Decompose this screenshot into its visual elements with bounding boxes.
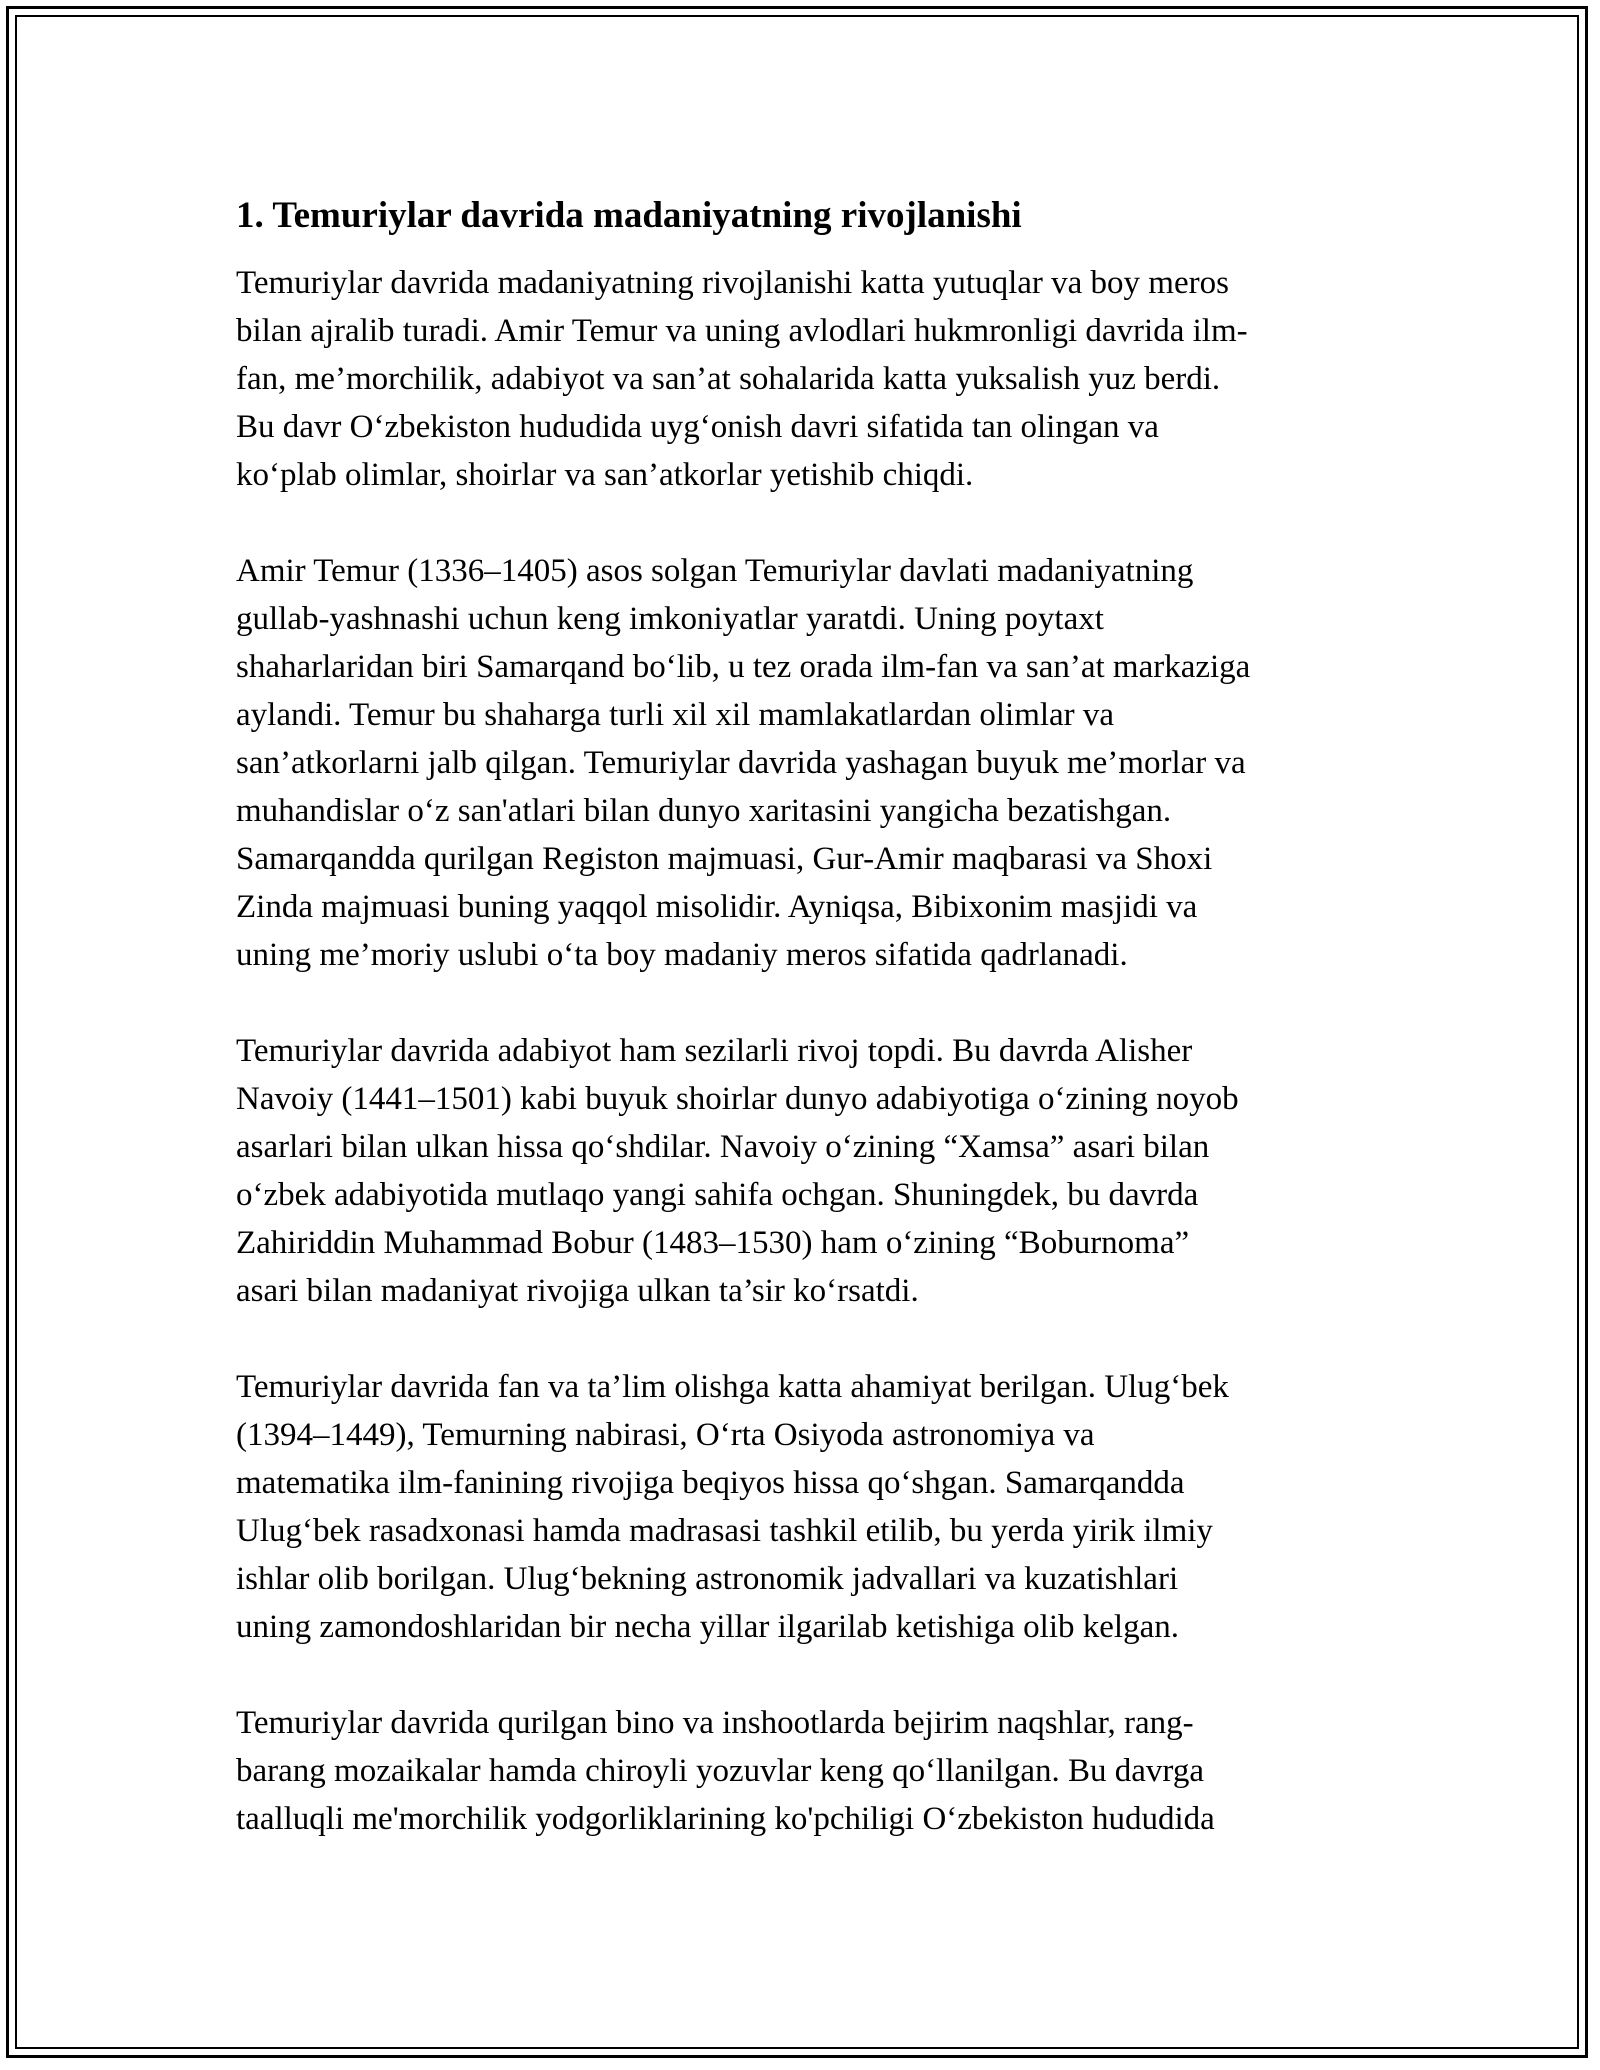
text-line: Ulug‘bek rasadxonasi hamda madrasasi tashkil etilib, bu yerda yirik ilmiy [236, 1513, 1213, 1549]
text-line: Temuriylar davrida adabiyot ham sezilarli rivoj topdi. Bu davrda Alisher [236, 1033, 1193, 1069]
text-line: barang mozaikalar hamda chiroyli yozuvlar keng qo‘llanilgan. Bu davrga [236, 1753, 1204, 1789]
section-heading: 1. Temuriylar davrida madaniyatning rivojlanishi [236, 195, 1022, 236]
text-line: asarlari bilan ulkan hissa qo‘shdilar. Navoiy o‘zining “Xamsa” asari bilan [236, 1129, 1210, 1165]
paragraph-architecture [236, 1699, 1384, 1843]
text-line: san’atkorlarni jalb qilgan. Temuriylar davrida yashagan buyuk me’morlar va [236, 745, 1246, 781]
paragraph-science [236, 1363, 1384, 1651]
text-line: o‘zbek adabiyotida mutlaqo yangi sahifa ochgan. Shuningdek, bu davrda [236, 1177, 1199, 1213]
text-line: Navoiy (1441–1501) kabi buyuk shoirlar dunyo adabiyotiga o‘zining noyob [236, 1081, 1239, 1117]
text-line: Temuriylar davrida qurilgan bino va inshootlarda bejirim naqshlar, rang- [236, 1705, 1194, 1741]
text-line: uning me’moriy uslubi o‘ta boy madaniy meros sifatida qadrlanadi. [236, 937, 1128, 973]
text-line: shaharlaridan biri Samarqand bo‘lib, u tez orada ilm-fan va san’at markaziga [236, 649, 1251, 685]
text-line: aylandi. Temur bu shaharga turli xil xil mamlakatlardan olimlar va [236, 697, 1115, 733]
text-line: Temuriylar davrida fan va ta’lim olishga katta ahamiyat berilgan. Ulug‘bek [236, 1369, 1229, 1405]
text-line: asari bilan madaniyat rivojiga ulkan ta’sir ko‘rsatdi. [236, 1273, 919, 1309]
text-line: Amir Temur (1336–1405) asos solgan Temuriylar davlati madaniyatning [236, 553, 1194, 589]
paragraph-intro [236, 259, 1384, 499]
text-line: matematika ilm-fanining rivojiga beqiyos hissa qo‘shgan. Samarqandda [236, 1465, 1185, 1501]
text-line: Zinda majmuasi buning yaqqol misolidir. Ayniqsa, Bibixonim masjidi va [236, 889, 1198, 925]
text-line: fan, me’morchilik, adabiyot va san’at sohalarida katta yuksalish yuz berdi. [236, 361, 1221, 397]
text-line: Temuriylar davrida madaniyatning rivojlanishi katta yutuqlar va boy meros [236, 265, 1229, 301]
document-body [236, 186, 1384, 1843]
text-line: taalluqli me'morchilik yodgorliklarining ko'pchiligi O‘zbekiston hududida [236, 1801, 1215, 1837]
text-line: ko‘plab olimlar, shoirlar va san’atkorlar yetishib chiqdi. [236, 457, 974, 493]
text-line: bilan ajralib turadi. Amir Temur va uning avlodlari hukmronligi davrida ilm- [236, 313, 1248, 349]
text-line: uning zamondoshlaridan bir necha yillar ilgarilab ketishiga olib kelgan. [236, 1609, 1179, 1645]
text-line: Samarqandda qurilgan Registon majmuasi, Gur-Amir maqbarasi va Shoxi [236, 841, 1213, 877]
text-line: Zahiriddin Muhammad Bobur (1483–1530) ham o‘zining “Boburnoma” [236, 1225, 1190, 1261]
paragraph-literature [236, 1027, 1384, 1315]
text-line: ishlar olib borilgan. Ulug‘bekning astronomik jadvallari va kuzatishlari [236, 1561, 1179, 1597]
text-line: muhandislar o‘z san'atlari bilan dunyo xaritasini yangicha bezatishgan. [236, 793, 1172, 829]
text-line: gullab-yashnashi uchun keng imkoniyatlar yaratdi. Uning poytaxt [236, 601, 1104, 637]
paragraph-amir-temur [236, 547, 1384, 979]
text-line: (1394–1449), Temurning nabirasi, O‘rta Osiyoda astronomiya va [236, 1417, 1095, 1453]
text-line: Bu davr O‘zbekiston hududida uyg‘onish davri sifatida tan olingan va [236, 409, 1159, 445]
